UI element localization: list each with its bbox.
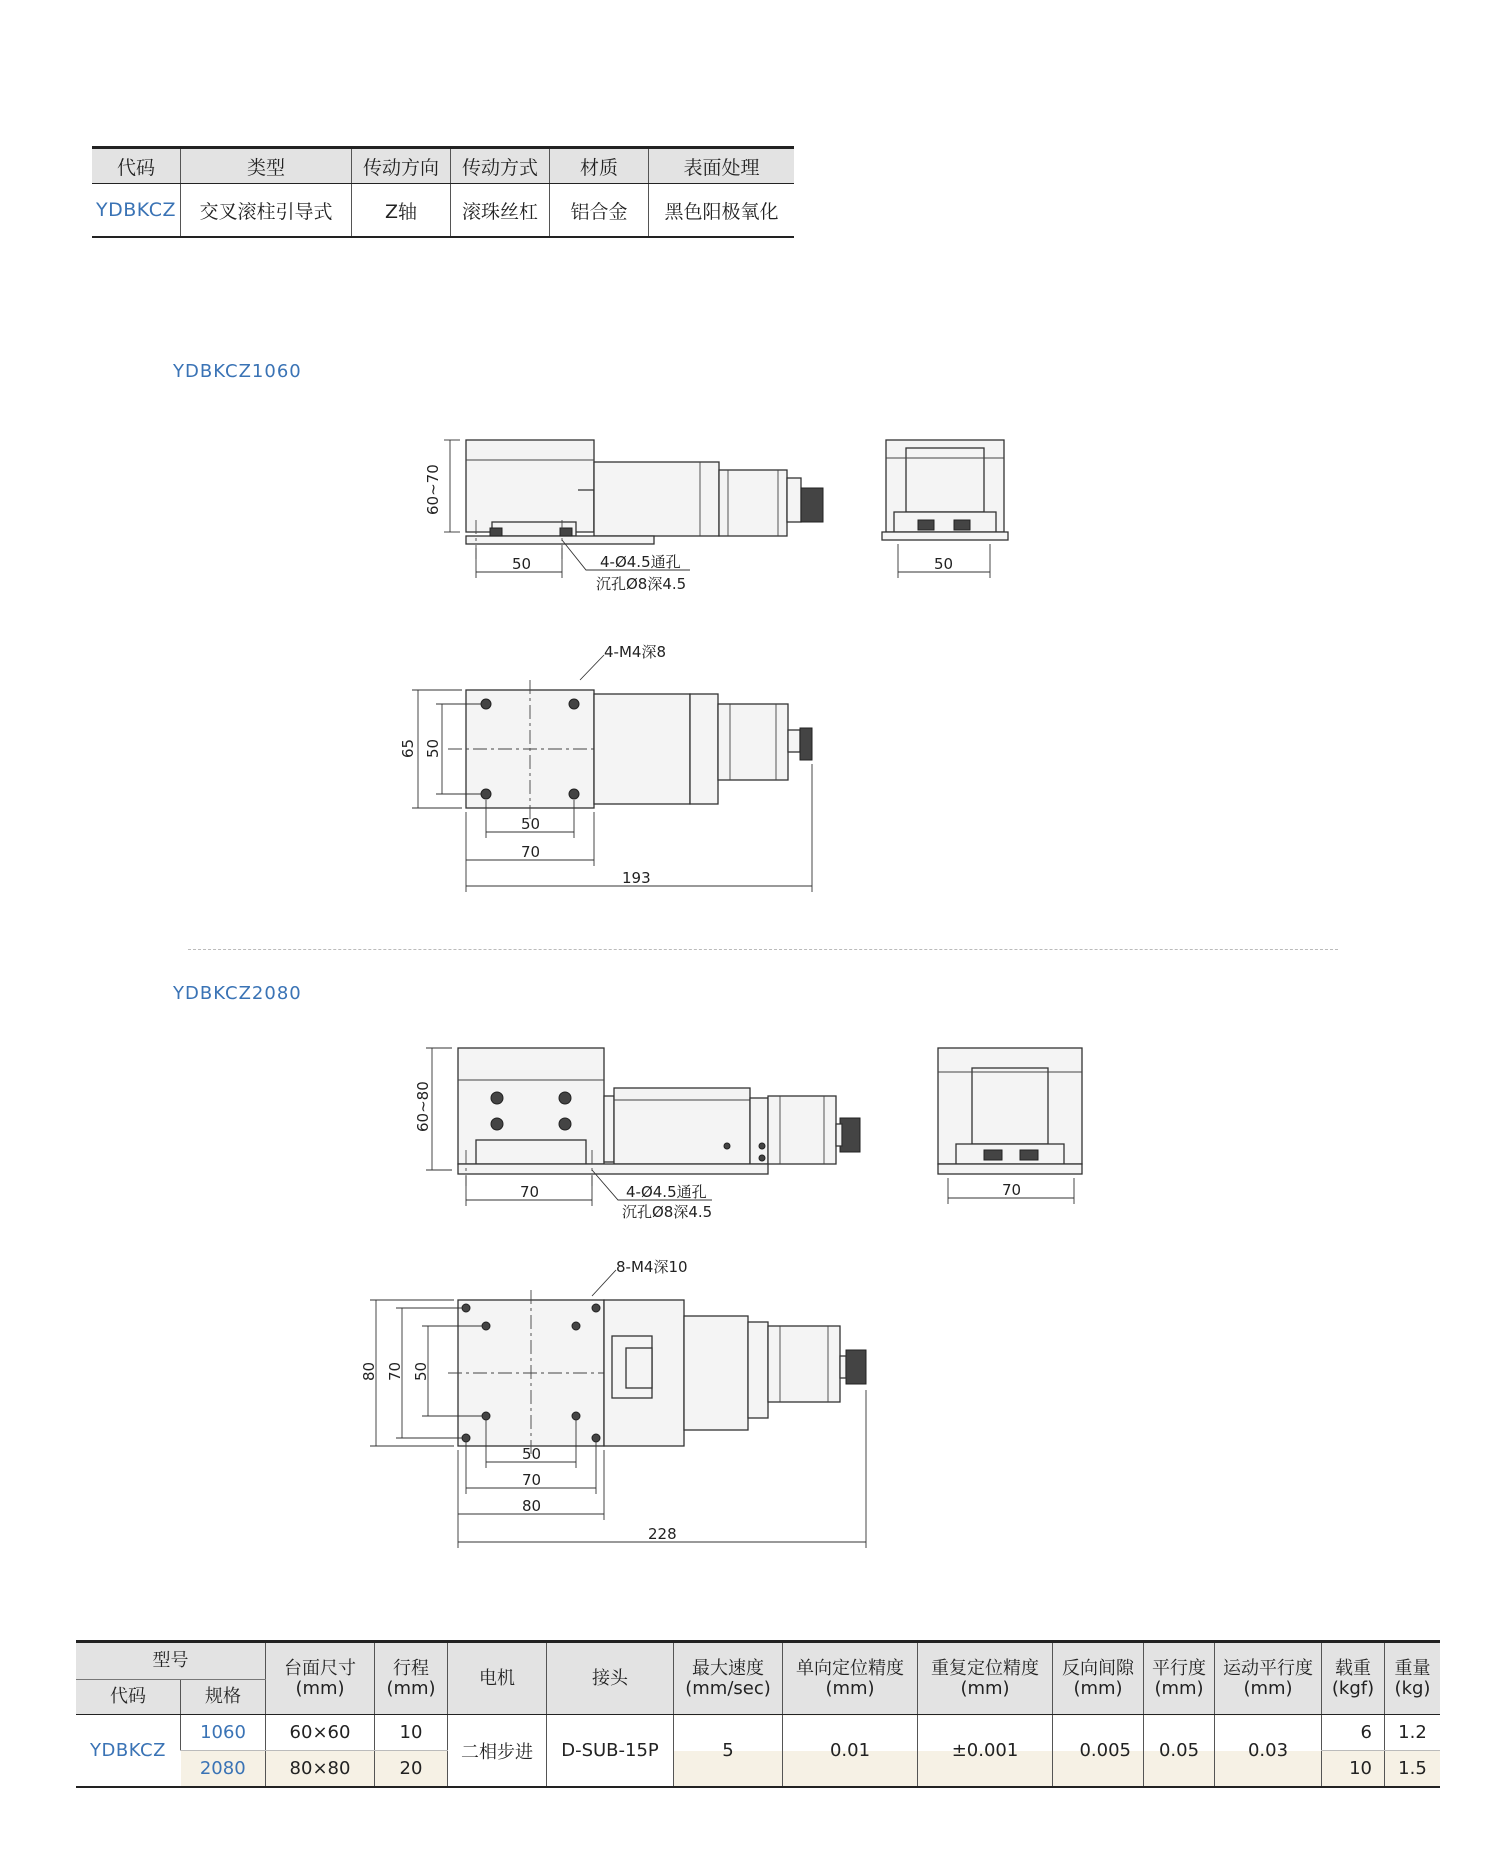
header-motion-parallelism: 运动平行度 (mm) xyxy=(1215,1642,1322,1715)
cell-parallelism: 0.05 xyxy=(1144,1715,1215,1788)
header-code: 代码 xyxy=(92,148,181,184)
note-through-hole: 4-Ø4.5通孔 xyxy=(626,1183,707,1201)
header-backlash: 反向间隙 (mm) xyxy=(1053,1642,1144,1715)
dim-width: 70 xyxy=(520,1183,540,1201)
note-through-hole: 4-Ø4.5通孔 xyxy=(600,553,681,571)
top-view-2080 xyxy=(360,1258,866,1548)
note-holes: 4-M4深8 xyxy=(604,643,666,661)
dim-width-outer: 70 xyxy=(521,843,541,861)
side-view-2080 xyxy=(414,1048,860,1221)
end-view-2080 xyxy=(938,1048,1082,1204)
dim-height-inner: 50 xyxy=(424,738,442,758)
dim-length: 228 xyxy=(648,1525,677,1543)
cell-uni-accuracy: 0.01 xyxy=(783,1715,918,1788)
header-direction: 传动方向 xyxy=(352,148,451,184)
header-material: 材质 xyxy=(550,148,649,184)
cell-material: 铝合金 xyxy=(550,184,649,238)
dim-width-inner: 50 xyxy=(521,815,541,833)
cell-max-speed: 5 xyxy=(674,1715,783,1788)
cell-drive: 滚珠丝杠 xyxy=(451,184,550,238)
header-parallelism: 平行度 (mm) xyxy=(1144,1642,1215,1715)
note-counterbore: 沉孔Ø8深4.5 xyxy=(622,1203,713,1221)
cell-weight: 1.2 xyxy=(1385,1715,1441,1751)
cell-stroke: 10 xyxy=(375,1715,448,1751)
model-label-2080: YDBKCZ2080 xyxy=(173,983,302,1004)
cell-repeat-accuracy: ±0.001 xyxy=(918,1715,1053,1788)
dim-height-outer: 80 xyxy=(360,1361,378,1381)
model-label-1060: YDBKCZ1060 xyxy=(173,361,302,382)
cell-spec: 2080 xyxy=(181,1751,266,1788)
cell-code: YDBKCZ xyxy=(92,184,181,238)
header-motor: 电机 xyxy=(448,1642,547,1715)
header-stroke: 行程 (mm) xyxy=(375,1642,448,1715)
header-uni-accuracy: 单向定位精度 (mm) xyxy=(783,1642,918,1715)
cell-code: YDBKCZ xyxy=(76,1715,181,1788)
cell-table-size: 80×80 xyxy=(266,1751,375,1788)
dim-height-mid: 70 xyxy=(386,1361,404,1381)
end-dim-width: 70 xyxy=(1002,1181,1022,1199)
header-drive: 传动方式 xyxy=(451,148,550,184)
dim-height-inner: 50 xyxy=(412,1361,430,1381)
cell-table-size: 60×60 xyxy=(266,1715,375,1751)
cell-spec: 1060 xyxy=(181,1715,266,1751)
cell-direction: Z轴 xyxy=(352,184,451,238)
header-repeat-accuracy: 重复定位精度 (mm) xyxy=(918,1642,1053,1715)
header-spec: 规格 xyxy=(181,1680,266,1715)
dim-length: 193 xyxy=(622,869,651,887)
dim-height: 60~80 xyxy=(414,1081,432,1132)
dim-width-inner: 50 xyxy=(522,1445,542,1463)
cell-type: 交叉滚柱引导式 xyxy=(181,184,352,238)
spec-row-1060 xyxy=(76,1715,1440,1751)
cell-backlash: 0.005 xyxy=(1053,1715,1144,1788)
cell-motion-parallelism: 0.03 xyxy=(1215,1715,1322,1788)
cell-weight: 1.5 xyxy=(1385,1751,1441,1788)
cell-load: 10 xyxy=(1322,1751,1385,1788)
header-code: 代码 xyxy=(76,1680,181,1715)
dim-width-mid: 70 xyxy=(522,1471,542,1489)
header-model: 型号 xyxy=(76,1642,266,1680)
cell-motor: 二相步进 xyxy=(448,1715,547,1788)
dim-width-outer: 80 xyxy=(522,1497,542,1515)
header-weight: 重量 (kg) xyxy=(1385,1642,1441,1715)
end-dim-width: 50 xyxy=(934,555,954,573)
spec-table xyxy=(76,1640,1440,1788)
cell-connector: D-SUB-15P xyxy=(547,1715,674,1788)
header-connector: 接头 xyxy=(547,1642,674,1715)
header-type: 类型 xyxy=(181,148,352,184)
dim-height: 60~70 xyxy=(424,464,442,515)
note-holes: 8-M4深10 xyxy=(616,1258,688,1276)
header-load: 载重 (kgf) xyxy=(1322,1642,1385,1715)
dim-height-outer: 65 xyxy=(399,738,417,758)
header-max-speed: 最大速度 (mm/sec) xyxy=(674,1642,783,1715)
dim-width: 50 xyxy=(512,555,532,573)
header-table-size: 台面尺寸 (mm) xyxy=(266,1642,375,1715)
cell-finish: 黑色阳极氧化 xyxy=(649,184,795,238)
cell-load: 6 xyxy=(1322,1715,1385,1751)
spec-header-row-1 xyxy=(76,1642,1440,1680)
header-finish: 表面处理 xyxy=(649,148,795,184)
note-counterbore: 沉孔Ø8深4.5 xyxy=(596,575,687,593)
cell-stroke: 20 xyxy=(375,1751,448,1788)
